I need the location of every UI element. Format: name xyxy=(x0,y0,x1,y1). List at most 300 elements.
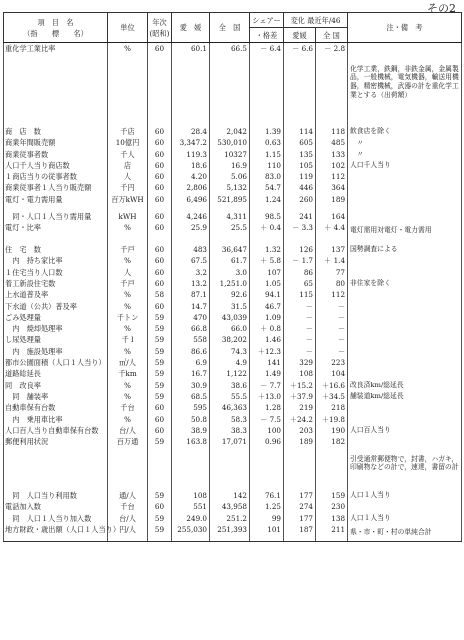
row-ehime-value: 38.9 xyxy=(172,425,210,436)
row-item-name: 住 宅 数 xyxy=(4,244,108,255)
row-change-national: 137 xyxy=(316,244,348,255)
row-note xyxy=(348,194,462,211)
row-change-ehime: 605 xyxy=(284,137,316,148)
row-item-name: 同 改良率 xyxy=(4,380,108,391)
row-share-gap: 0.96 xyxy=(250,436,284,490)
row-ehime-value: 3,347.2 xyxy=(172,137,210,148)
row-change-ehime: 260 xyxy=(284,194,316,211)
row-national-value: 3.0 xyxy=(210,267,250,278)
page-label: その2 xyxy=(427,2,456,15)
table-row xyxy=(4,524,462,542)
statistics-table xyxy=(3,12,462,542)
row-change-ehime: 177 xyxy=(284,513,316,524)
row-year: 60 xyxy=(148,402,172,413)
row-share-gap: 76.1 xyxy=(250,490,284,501)
row-unit: 千円 xyxy=(108,182,148,193)
row-note xyxy=(348,323,462,334)
row-year: 59 xyxy=(148,312,172,323)
row-item-name: ごみ処理量 xyxy=(4,312,108,323)
row-change-ehime: － xyxy=(284,312,316,323)
row-year: 60 xyxy=(148,278,172,289)
row-ehime-value: 249.0 xyxy=(172,513,210,524)
row-share-gap: 1.09 xyxy=(250,312,284,323)
row-change-national: 112 xyxy=(316,171,348,182)
table-row xyxy=(4,244,462,255)
row-unit: 通/人 xyxy=(108,490,148,501)
row-share-gap: 141 xyxy=(250,357,284,368)
table-row xyxy=(4,380,462,391)
row-year: 59 xyxy=(148,524,172,542)
row-share-gap: － 7.7 xyxy=(250,380,284,391)
table-row xyxy=(4,301,462,312)
row-note xyxy=(348,414,462,425)
row-year: 60 xyxy=(148,267,172,278)
row-unit: % xyxy=(108,301,148,312)
row-national-value: 10327 xyxy=(210,149,250,160)
row-change-national: 164 xyxy=(316,211,348,222)
row-change-ehime: 219 xyxy=(284,402,316,413)
row-item-name: 電灯・電力需用量 xyxy=(4,194,108,211)
table-row xyxy=(4,278,462,289)
row-change-national: － xyxy=(316,323,348,334)
header-item: 項 目 名 （指 標 名） xyxy=(4,13,108,43)
row-change-ehime: － 1.7 xyxy=(284,255,316,266)
row-national-value: 58.3 xyxy=(210,414,250,425)
row-unit: 台/人 xyxy=(108,425,148,436)
row-ehime-value: 483 xyxy=(172,244,210,255)
row-note xyxy=(348,182,462,193)
row-note: 人口１人当り xyxy=(348,490,462,501)
row-year: 60 xyxy=(148,171,172,182)
row-note: 化学工業，鉄鋼，非鉄金属，金属製品，一般機械，電気機器，輸送用機器，精密機械，武器の計を重化学工業とする（出荷額） xyxy=(348,43,462,122)
row-note: 電灯需用対電灯・電力需用 xyxy=(348,222,462,239)
row-change-national: 102 xyxy=(316,160,348,171)
header-ehime: 愛 媛 xyxy=(172,13,210,43)
row-ehime-value: 14.7 xyxy=(172,301,210,312)
row-national-value: 38,202 xyxy=(210,334,250,345)
row-change-national: ＋16.6 xyxy=(316,380,348,391)
row-national-value: 38.6 xyxy=(210,380,250,391)
row-unit: % xyxy=(108,255,148,266)
row-national-value: 55.5 xyxy=(210,391,250,402)
row-item-name: 内 施設処理率 xyxy=(4,346,108,357)
row-note: 非住家を除く xyxy=(348,278,462,289)
row-note: 県・市・町・村の単純合計 xyxy=(348,524,462,542)
row-note xyxy=(348,368,462,379)
row-ehime-value: 6.9 xyxy=(172,357,210,368)
row-item-name: し尿処理量 xyxy=(4,334,108,345)
table-row xyxy=(4,334,462,345)
row-change-national: 159 xyxy=(316,490,348,501)
row-note: 〃 xyxy=(348,149,462,160)
row-share-gap: 94.1 xyxy=(250,289,284,300)
row-change-national: 80 xyxy=(316,278,348,289)
header-note: 注・備 考 xyxy=(348,13,462,43)
row-item-name: 人口千人当り商店数 xyxy=(4,160,108,171)
row-unit: 人 xyxy=(108,171,148,182)
table-row xyxy=(4,194,462,211)
table-row xyxy=(4,182,462,193)
row-share-gap: 1.25 xyxy=(250,501,284,512)
row-item-name: 地方財政・歳出額（人口１人当り） xyxy=(4,524,108,542)
table-row xyxy=(4,490,462,501)
row-note: 人口１人当り xyxy=(348,513,462,524)
row-note xyxy=(348,357,462,368)
table-row xyxy=(4,160,462,171)
row-unit: 百万kWH xyxy=(108,194,148,211)
row-national-value: 17,071 xyxy=(210,436,250,490)
row-national-value: 251,393 xyxy=(210,524,250,542)
row-unit: 千店 xyxy=(108,126,148,137)
row-note: 〃 xyxy=(348,137,462,148)
row-national-value: 251.2 xyxy=(210,513,250,524)
row-note: 人口百人当り xyxy=(348,425,462,436)
row-unit: % xyxy=(108,414,148,425)
row-share-gap: 98.5 xyxy=(250,211,284,222)
table-row xyxy=(4,149,462,160)
row-note xyxy=(348,402,462,413)
row-change-national: 118 xyxy=(316,126,348,137)
row-ehime-value: 18.6 xyxy=(172,160,210,171)
header-change-ehime: 愛媛 xyxy=(284,28,316,43)
row-share-gap: 1.15 xyxy=(250,149,284,160)
table-row xyxy=(4,171,462,182)
row-change-ehime: 65 xyxy=(284,278,316,289)
row-change-national: 189 xyxy=(316,194,348,211)
row-change-national: 211 xyxy=(316,524,348,542)
table-row xyxy=(4,137,462,148)
row-unit: 千トン xyxy=(108,312,148,323)
row-share-gap: － 6.4 xyxy=(250,43,284,122)
row-share-gap: 83.0 xyxy=(250,171,284,182)
row-ehime-value: 3.2 xyxy=(172,267,210,278)
row-national-value: 5.06 xyxy=(210,171,250,182)
table-row xyxy=(4,346,462,357)
row-year: 60 xyxy=(148,244,172,255)
row-change-ehime: 274 xyxy=(284,501,316,512)
row-share-gap: 107 xyxy=(250,267,284,278)
row-change-ehime: 203 xyxy=(284,425,316,436)
row-national-value: 66.0 xyxy=(210,323,250,334)
row-national-value: 2,042 xyxy=(210,126,250,137)
row-year: 60 xyxy=(148,501,172,512)
table-body xyxy=(4,43,462,542)
table-row xyxy=(4,414,462,425)
row-change-national: － xyxy=(316,346,348,357)
table-row xyxy=(4,289,462,300)
row-unit: 台/人 xyxy=(108,513,148,524)
row-share-gap: 1.24 xyxy=(250,194,284,211)
row-unit: 百万通 xyxy=(108,436,148,490)
row-ehime-value: 4.20 xyxy=(172,171,210,182)
row-item-name: 商業年間販売額 xyxy=(4,137,108,148)
row-change-national: 190 xyxy=(316,425,348,436)
row-change-ehime: 119 xyxy=(284,171,316,182)
row-unit: ㎡/人 xyxy=(108,357,148,368)
row-share-gap: ＋ 0.8 xyxy=(250,323,284,334)
row-share-gap: 100 xyxy=(250,425,284,436)
row-note: 引受通常郵便物で，封書，ハガキ，印刷物などの計で，速達，書留の計 xyxy=(348,436,462,490)
row-year: 59 xyxy=(148,513,172,524)
row-change-national: ＋19.8 xyxy=(316,414,348,425)
row-national-value: 36,647 xyxy=(210,244,250,255)
table-row xyxy=(4,312,462,323)
row-note: 舗装道km/総延長 xyxy=(348,391,462,402)
row-change-national: 218 xyxy=(316,402,348,413)
table-row xyxy=(4,267,462,278)
row-unit: % xyxy=(108,323,148,334)
row-ehime-value: 87.1 xyxy=(172,289,210,300)
row-item-name: 電灯・比率 xyxy=(4,222,108,239)
row-ehime-value: 6,496 xyxy=(172,194,210,211)
row-national-value: 92.6 xyxy=(210,289,250,300)
row-national-value: 1,122 xyxy=(210,368,250,379)
row-unit: 円/人 xyxy=(108,524,148,542)
row-national-value: 1,251.0 xyxy=(210,278,250,289)
row-change-national: 133 xyxy=(316,149,348,160)
row-item-name: 下水道（公共）普及率 xyxy=(4,301,108,312)
row-year: 59 xyxy=(148,380,172,391)
row-note xyxy=(348,334,462,345)
row-unit: 千戸 xyxy=(108,244,148,255)
row-change-national: 485 xyxy=(316,137,348,148)
row-change-ehime: － xyxy=(284,334,316,345)
row-change-ehime: 126 xyxy=(284,244,316,255)
row-ehime-value: 28.4 xyxy=(172,126,210,137)
row-change-ehime: － 6.6 xyxy=(284,43,316,122)
table-row xyxy=(4,501,462,512)
row-unit: 千人 xyxy=(108,149,148,160)
header-share: シェアー xyxy=(250,13,284,28)
row-item-name: 自動車保有台数 xyxy=(4,402,108,413)
row-share-gap: 110 xyxy=(250,160,284,171)
row-change-ehime: 115 xyxy=(284,289,316,300)
row-unit: 千 l xyxy=(108,334,148,345)
row-item-name: 着工新設住宅数 xyxy=(4,278,108,289)
row-item-name: 道路総延長 xyxy=(4,368,108,379)
row-item-name: １商店当りの従事者数 xyxy=(4,171,108,182)
row-change-national: 77 xyxy=(316,267,348,278)
row-change-ehime: 329 xyxy=(284,357,316,368)
row-share-gap: 1.28 xyxy=(250,402,284,413)
row-item-name: 同・人口１人当り需用量 xyxy=(4,211,108,222)
table-row xyxy=(4,255,462,266)
row-change-national: ＋34.5 xyxy=(316,391,348,402)
row-national-value: 31.5 xyxy=(210,301,250,312)
row-change-national: ＋ 1.4 xyxy=(316,255,348,266)
row-share-gap: ＋13.0 xyxy=(250,391,284,402)
table-row xyxy=(4,211,462,222)
header-year: 年次 (昭和) xyxy=(148,13,172,43)
row-ehime-value: 119.3 xyxy=(172,149,210,160)
table-row xyxy=(4,43,462,122)
row-ehime-value: 163.8 xyxy=(172,436,210,490)
row-change-national: 138 xyxy=(316,513,348,524)
row-item-name: 商 店 数 xyxy=(4,126,108,137)
row-note xyxy=(348,301,462,312)
row-ehime-value: 4,246 xyxy=(172,211,210,222)
row-unit: % xyxy=(108,391,148,402)
row-ehime-value: 67.5 xyxy=(172,255,210,266)
row-year: 59 xyxy=(148,334,172,345)
row-change-ehime: ＋37.9 xyxy=(284,391,316,402)
row-item-name: 重化学工業比率 xyxy=(4,43,108,122)
row-item-name: 内 持ち家比率 xyxy=(4,255,108,266)
row-unit: % xyxy=(108,289,148,300)
row-change-national: 182 xyxy=(316,436,348,490)
row-share-gap: － 7.5 xyxy=(250,414,284,425)
row-year: 59 xyxy=(148,391,172,402)
row-unit: % xyxy=(108,346,148,357)
row-note: 飲食店を除く xyxy=(348,126,462,137)
row-unit: % xyxy=(108,380,148,391)
table-row xyxy=(4,126,462,137)
row-unit: % xyxy=(108,222,148,239)
row-share-gap: ＋ 0.4 xyxy=(250,222,284,239)
row-national-value: 5,132 xyxy=(210,182,250,193)
row-change-ehime: 108 xyxy=(284,368,316,379)
row-year: 60 xyxy=(148,414,172,425)
row-change-ehime: 135 xyxy=(284,149,316,160)
row-change-ehime: － xyxy=(284,346,316,357)
row-unit: 千台 xyxy=(108,501,148,512)
row-share-gap: 46.7 xyxy=(250,301,284,312)
row-year: 60 xyxy=(148,126,172,137)
row-year: 59 xyxy=(148,346,172,357)
row-item-name: 同 人口当り利用数 xyxy=(4,490,108,501)
header-change-national: 全 国 xyxy=(316,28,348,43)
header-unit: 単位 xyxy=(108,13,148,43)
row-year: 59 xyxy=(148,357,172,368)
row-ehime-value: 551 xyxy=(172,501,210,512)
row-note xyxy=(348,255,462,266)
row-unit: 人 xyxy=(108,267,148,278)
header-share-sub: ・格差 xyxy=(250,28,284,43)
row-year: 60 xyxy=(148,137,172,148)
row-year: 60 xyxy=(148,425,172,436)
row-national-value: 142 xyxy=(210,490,250,501)
row-change-national: 364 xyxy=(316,182,348,193)
row-change-ehime: 86 xyxy=(284,267,316,278)
row-national-value: 46,363 xyxy=(210,402,250,413)
row-item-name: 同 舗装率 xyxy=(4,391,108,402)
row-unit: % xyxy=(108,43,148,122)
table-row xyxy=(4,402,462,413)
row-ehime-value: 50.8 xyxy=(172,414,210,425)
row-year: 60 xyxy=(148,211,172,222)
row-national-value: 43,039 xyxy=(210,312,250,323)
row-item-name: 内 乗用車比率 xyxy=(4,414,108,425)
row-ehime-value: 13.2 xyxy=(172,278,210,289)
row-share-gap: ＋ 5.8 xyxy=(250,255,284,266)
row-national-value: 521,895 xyxy=(210,194,250,211)
row-national-value: 66.5 xyxy=(210,43,250,122)
row-national-value: 25.5 xyxy=(210,222,250,239)
row-change-national: 223 xyxy=(316,357,348,368)
row-note xyxy=(348,312,462,323)
row-ehime-value: 25.9 xyxy=(172,222,210,239)
row-year: 60 xyxy=(148,182,172,193)
row-note: 国勢調査による xyxy=(348,244,462,255)
row-unit: 千戸 xyxy=(108,278,148,289)
row-ehime-value: 66.8 xyxy=(172,323,210,334)
row-note: 改良済km/総延長 xyxy=(348,380,462,391)
table-row xyxy=(4,391,462,402)
row-item-name: 郵便利用状況 xyxy=(4,436,108,490)
row-national-value: 16.9 xyxy=(210,160,250,171)
row-national-value: 530,010 xyxy=(210,137,250,148)
row-item-name: 商業従事者１人当り販売額 xyxy=(4,182,108,193)
row-share-gap: 1.49 xyxy=(250,368,284,379)
row-change-ehime: 189 xyxy=(284,436,316,490)
row-ehime-value: 68.5 xyxy=(172,391,210,402)
row-change-national: － xyxy=(316,312,348,323)
row-change-national: － 2.8 xyxy=(316,43,348,122)
row-note xyxy=(348,289,462,300)
row-share-gap: 1.05 xyxy=(250,278,284,289)
row-unit: 店 xyxy=(108,160,148,171)
row-national-value: 4.9 xyxy=(210,357,250,368)
row-ehime-value: 2,806 xyxy=(172,182,210,193)
row-change-ehime: － xyxy=(284,323,316,334)
row-ehime-value: 108 xyxy=(172,490,210,501)
row-note: 人口千人当り xyxy=(348,160,462,171)
row-national-value: 4,311 xyxy=(210,211,250,222)
row-year: 60 xyxy=(148,301,172,312)
row-unit: 千km xyxy=(108,368,148,379)
row-change-ehime: 241 xyxy=(284,211,316,222)
table-row xyxy=(4,357,462,368)
row-note xyxy=(348,211,462,222)
row-year: 60 xyxy=(148,255,172,266)
row-change-national: － xyxy=(316,334,348,345)
row-share-gap: 54.7 xyxy=(250,182,284,193)
row-share-gap: 99 xyxy=(250,513,284,524)
table-row xyxy=(4,425,462,436)
row-change-ehime: 114 xyxy=(284,126,316,137)
row-ehime-value: 558 xyxy=(172,334,210,345)
row-item-name: 内 焼却処理率 xyxy=(4,323,108,334)
row-change-national: － xyxy=(316,301,348,312)
row-item-name: 商業従事者数 xyxy=(4,149,108,160)
row-ehime-value: 60.1 xyxy=(172,43,210,122)
row-ehime-value: 255,030 xyxy=(172,524,210,542)
row-year: 58 xyxy=(148,289,172,300)
row-change-national: ＋ 4.4 xyxy=(316,222,348,239)
row-change-ehime: 446 xyxy=(284,182,316,193)
row-item-name: 人口百人当り自動車保有台数 xyxy=(4,425,108,436)
row-unit: kWH xyxy=(108,211,148,222)
row-item-name: 都市公園面積（人口１人当り） xyxy=(5,358,106,368)
table-row xyxy=(4,513,462,524)
row-national-value: 74.3 xyxy=(210,346,250,357)
row-change-ehime: ＋24.2 xyxy=(284,414,316,425)
row-ehime-value: 470 xyxy=(172,312,210,323)
row-change-national: 104 xyxy=(316,368,348,379)
row-note xyxy=(348,501,462,512)
row-change-ehime: 105 xyxy=(284,160,316,171)
row-note xyxy=(348,171,462,182)
row-change-ehime: 187 xyxy=(284,524,316,542)
table-row xyxy=(4,323,462,334)
row-share-gap: 101 xyxy=(250,524,284,542)
table-row xyxy=(4,222,462,239)
row-item-name: 同 人口１人当り加入数 xyxy=(4,513,108,524)
row-note xyxy=(348,346,462,357)
row-year: 60 xyxy=(148,160,172,171)
row-share-gap: 1.39 xyxy=(250,126,284,137)
row-change-ehime: ＋15.2 xyxy=(284,380,316,391)
